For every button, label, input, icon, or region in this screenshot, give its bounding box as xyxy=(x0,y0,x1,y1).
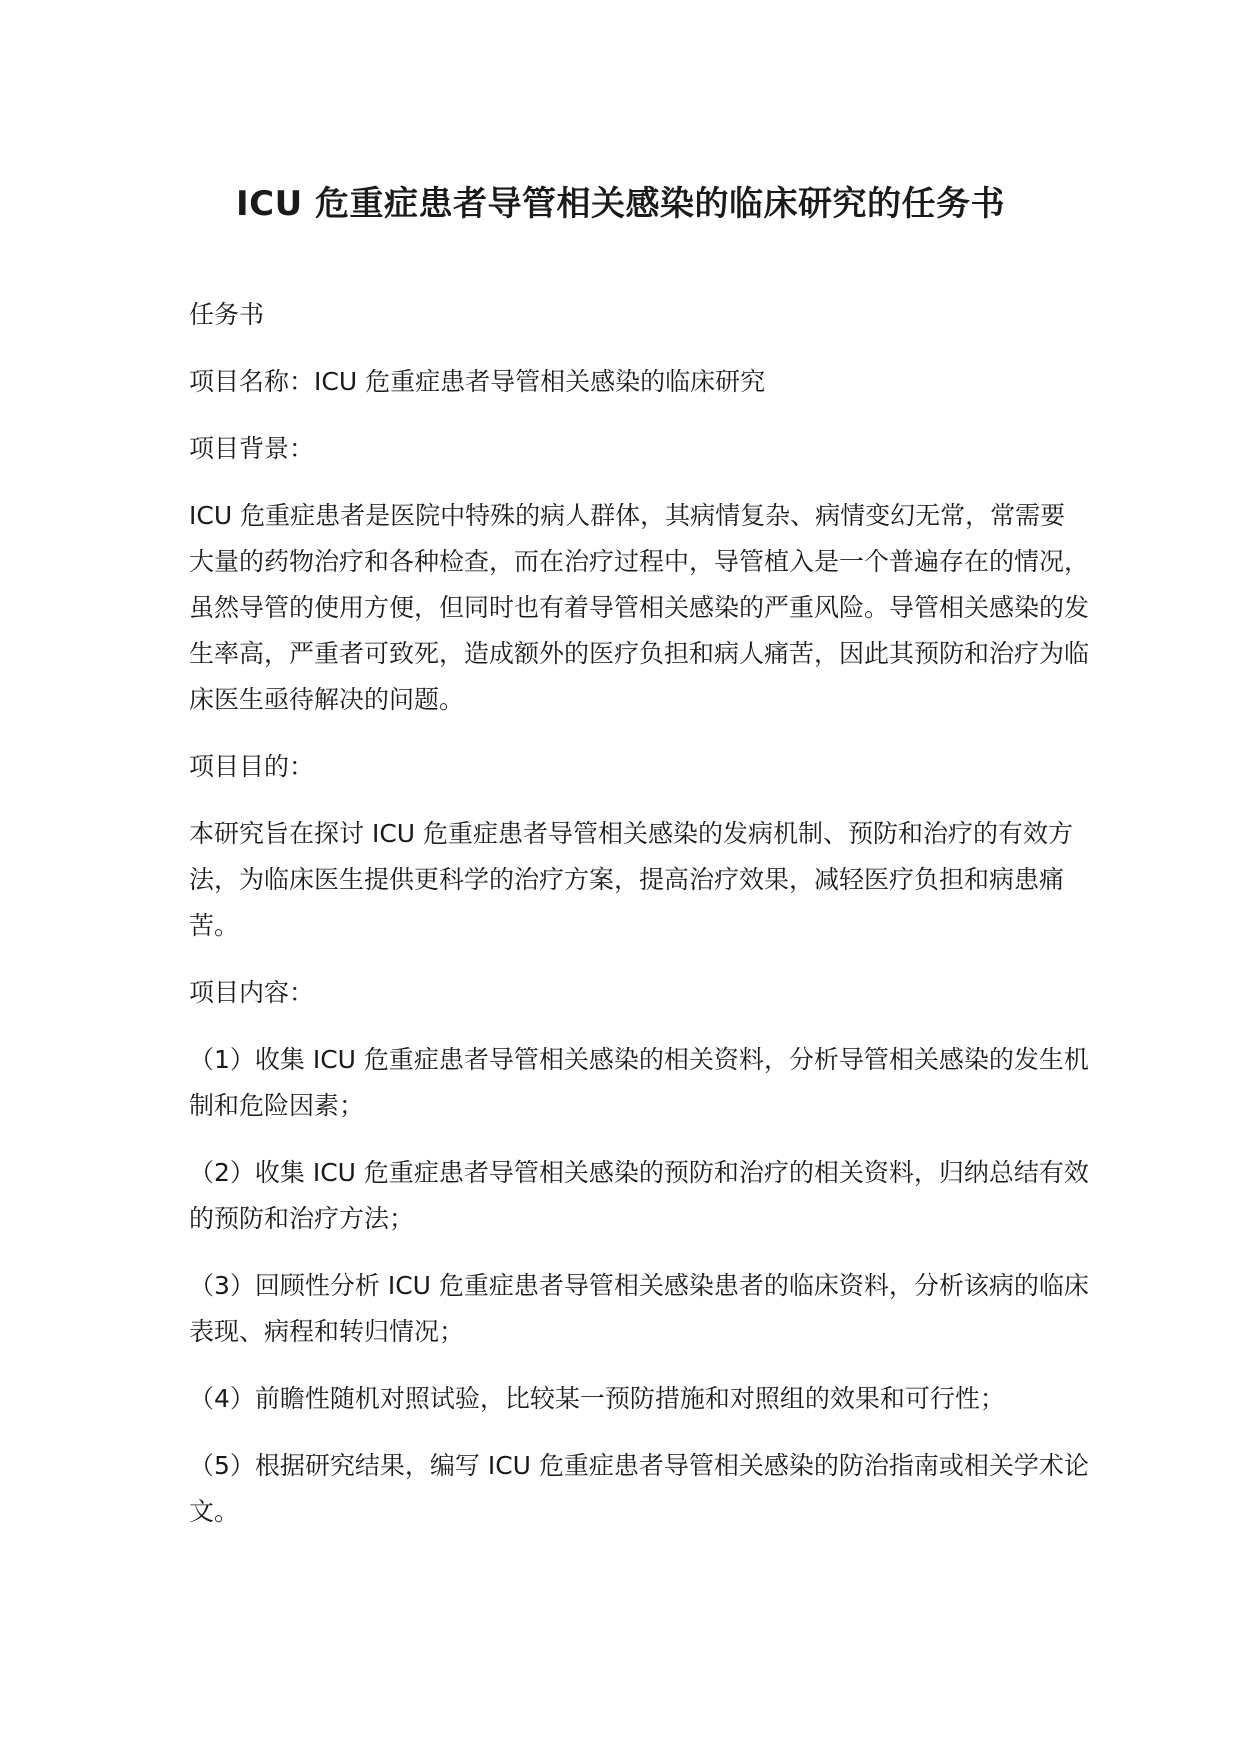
purpose-paragraph: 本研究旨在探讨 ICU 危重症患者导管相关感染的发病机制、预防和治疗的有效方法，为临床医生提供更科学的治疗方案，提高治疗效果，减轻医疗负担和病患痛苦。 xyxy=(189,819,1074,940)
content-item-3: （3）回顾性分析 ICU 危重症患者导管相关感染患者的临床资料，分析该病的临床表现、病程和转归情况； xyxy=(189,1271,1089,1346)
heading-background: 项目背景： xyxy=(189,434,315,463)
heading-purpose: 项目目的： xyxy=(189,752,315,781)
content-item-4: （4）前瞻性随机对照试验，比较某一预防措施和对照组的效果和可行性； xyxy=(189,1384,1005,1413)
document-title: ICU 危重症患者导管相关感染的临床研究的任务书 xyxy=(235,184,1006,224)
section-label-task-book: 任务书 xyxy=(189,300,265,329)
content-item-5: （5）根据研究结果，编写 ICU 危重症患者导管相关感染的防治指南或相关学术论文。 xyxy=(189,1451,1089,1526)
content-item-2: （2）收集 ICU 危重症患者导管相关感染的预防和治疗的相关资料，归纳总结有效的预防和治疗方法； xyxy=(189,1158,1089,1233)
content-item-1: （1）收集 ICU 危重症患者导管相关感染的相关资料，分析导管相关感染的发生机制和危险因素； xyxy=(189,1045,1089,1120)
background-paragraph: ICU 危重症患者是医院中特殊的病人群体，其病情复杂、病情变幻无常，常需要大量的药物治疗和各种检查，而在治疗过程中，导管植入是一个普遍存在的情况，虽然导管的使用方便，但同时也有着导管相关感染的严重风险。导管相关感染的发生率高，严重者可致死，造成额外的医疗负担和病人痛苦，因此其预防和治疗为临床医生亟待解决的问题。 xyxy=(189,501,1090,714)
document-body xyxy=(189,292,1089,1556)
project-name: 项目名称：ICU 危重症患者导管相关感染的临床研究 xyxy=(189,367,766,396)
heading-content: 项目内容： xyxy=(189,978,315,1007)
